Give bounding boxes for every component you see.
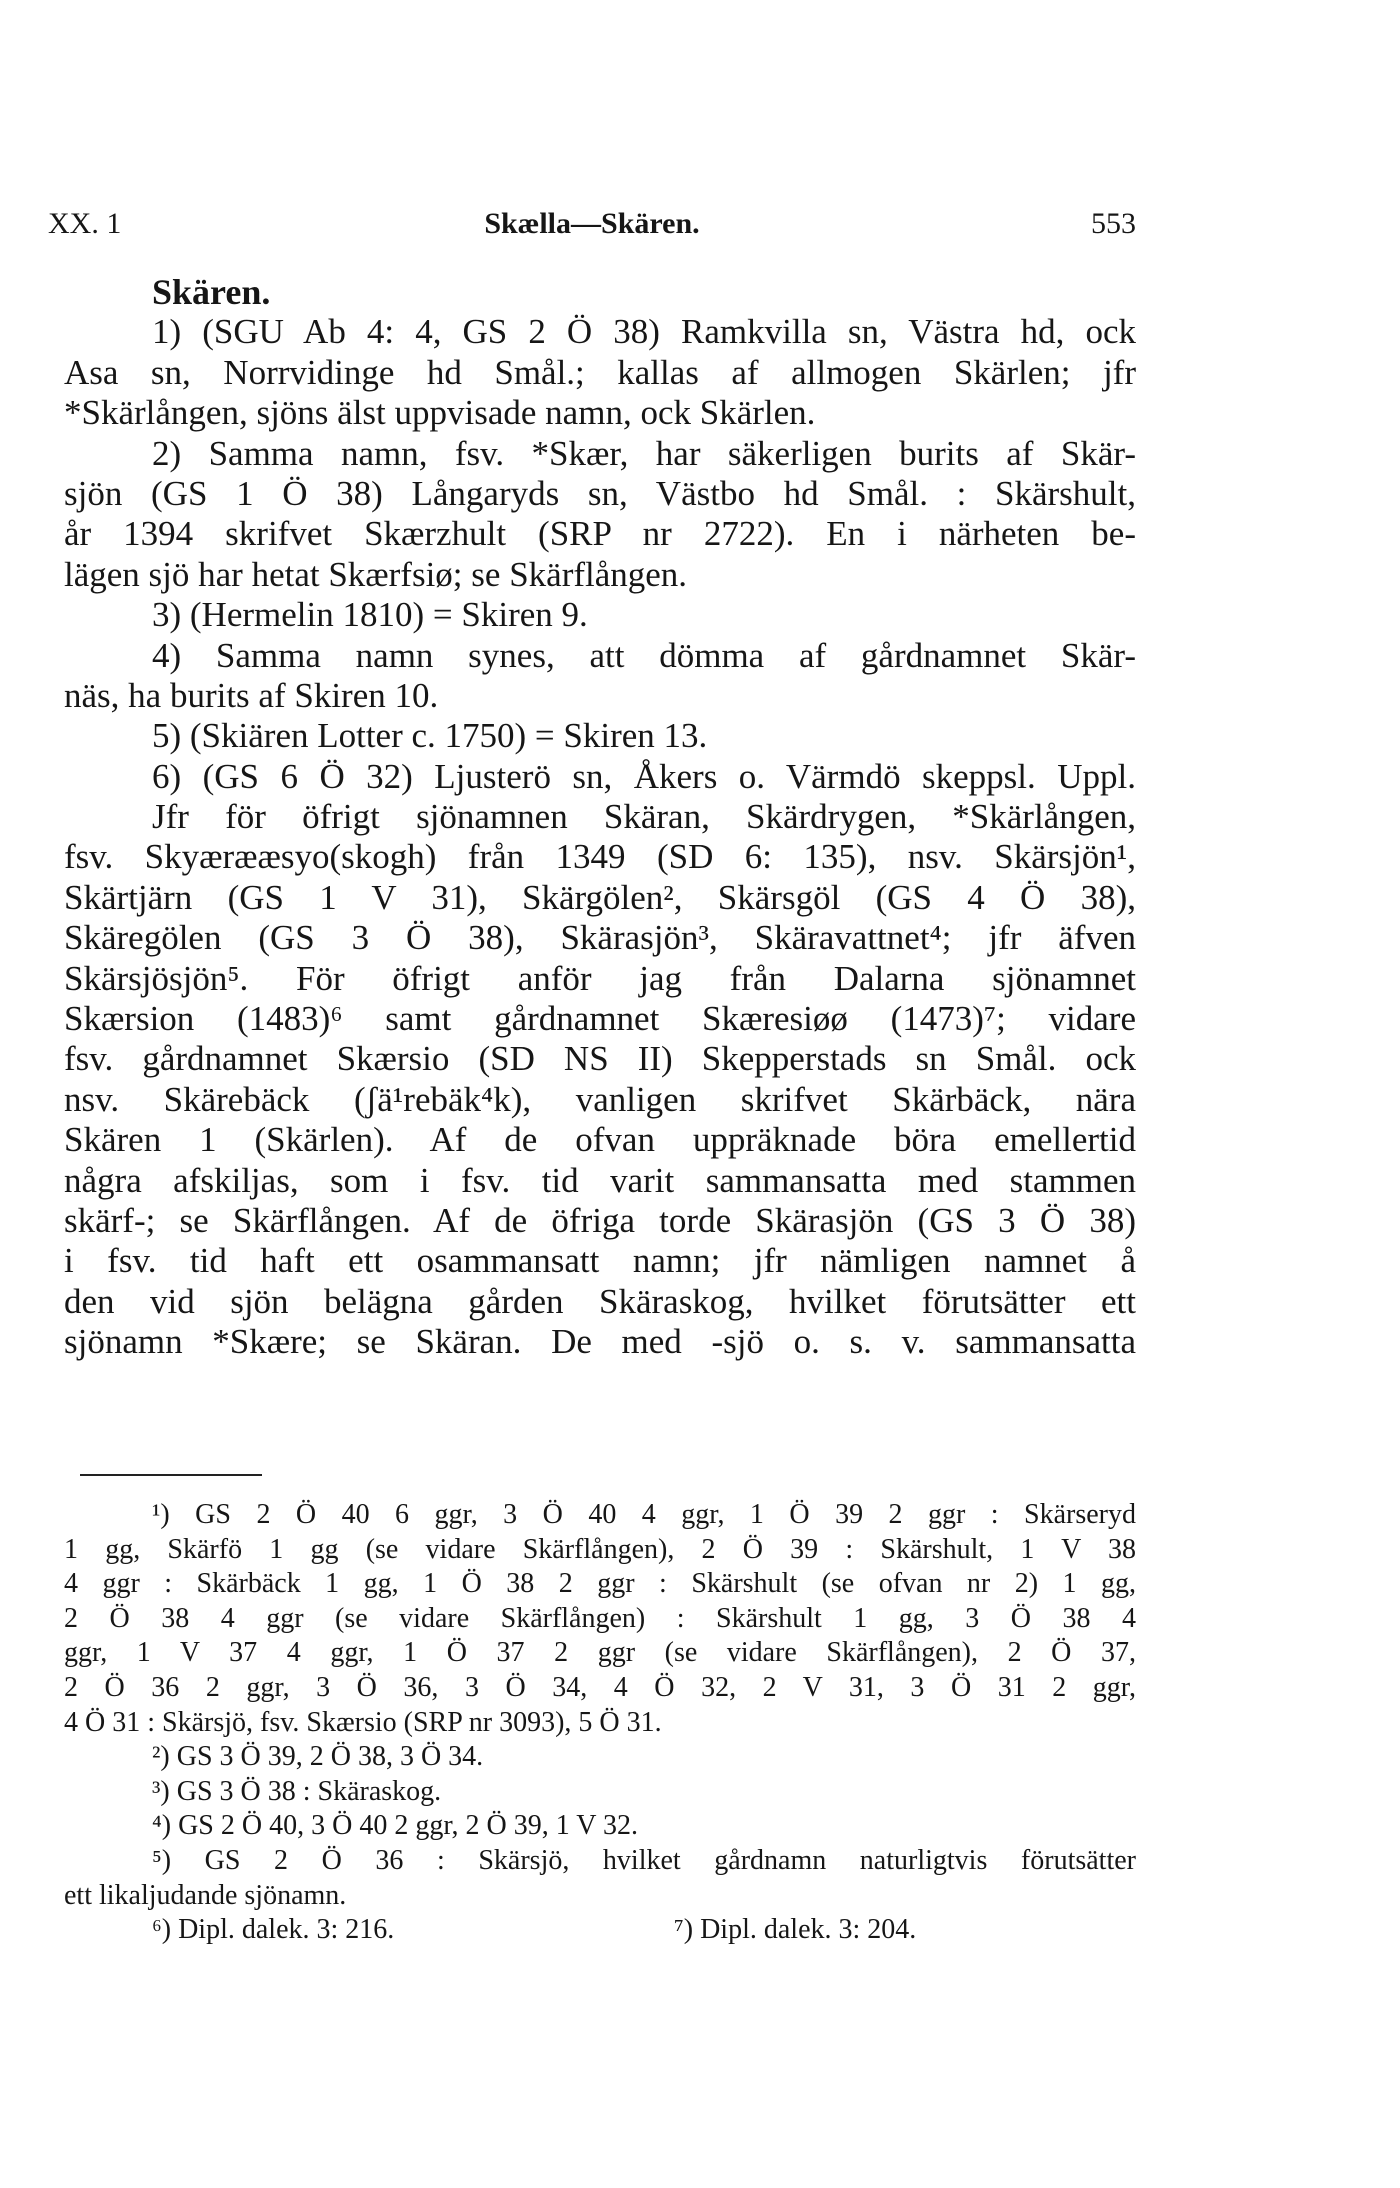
- footnote-line: ²) GS 3 Ö 39, 2 Ö 38, 3 Ö 34.: [152, 1741, 484, 1773]
- text-line: Skärsjösjön⁵. För öfrigt anför jag från Dalarna sjönamnet: [64, 958, 1136, 998]
- text-line: Skærsion (1483)⁶ samt gårdnamnet Skæresiøø (1473)⁷; vidare: [64, 999, 1136, 1039]
- text-line: Skäregölen (GS 3 Ö 38), Skärasjön³, Skäravattnet⁴; jfr äfven: [64, 918, 1136, 958]
- text-line: år 1394 skrifvet Skærzhult (SRP nr 2722). En i närheten be-: [64, 514, 1136, 554]
- text-line: 6) (GS 6 Ö 32) Ljusterö sn, Åkers o. Värmdö skeppsl. Uppl.: [152, 756, 1136, 796]
- running-title: Skælla—Skären.: [484, 207, 700, 240]
- text-line: nsv. Skärebäck (ʃä¹rebäk⁴k), vanligen skrifvet Skärbäck, nära: [64, 1079, 1136, 1119]
- footnote-line: ett likaljudande sjönamn.: [64, 1879, 347, 1911]
- footnote-line: ¹) GS 2 Ö 40 6 ggr, 3 Ö 40 4 ggr, 1 Ö 39 2 ggr : Skärseryd: [152, 1499, 1136, 1530]
- footnote-line: ⁴) GS 2 Ö 40, 3 Ö 40 2 ggr, 2 Ö 39, 1 V 32.: [152, 1810, 638, 1842]
- footnote-line: ³) GS 3 Ö 38 : Skäraskog.: [152, 1775, 442, 1807]
- text-line: 5) (Skiären Lotter c. 1750) = Skiren 13.: [152, 716, 708, 756]
- text-line: i fsv. tid haft ett osammansatt namn; jfr nämligen namnet å: [64, 1241, 1136, 1281]
- footnote-line: 4 ggr : Skärbäck 1 gg, 1 Ö 38 2 ggr : Skärshult (se ofvan nr 2) 1 gg,: [64, 1568, 1136, 1600]
- text-line: *Skärlången, sjöns älst uppvisade namn, ock Skärlen.: [64, 393, 816, 433]
- text-line: skärf-; se Skärflången. Af de öfriga torde Skärasjön (GS 3 Ö 38): [64, 1200, 1136, 1240]
- text-line: den vid sjön belägna gården Skäraskog, hvilket förutsätter ett: [64, 1281, 1136, 1321]
- footnote-divider: [80, 1474, 262, 1476]
- footnote-line-pair: [64, 1913, 1136, 1948]
- text-line: 1) (SGU Ab 4: 4, GS 2 Ö 38) Ramkvilla sn, Västra hd, ock: [152, 312, 1136, 352]
- running-header: [48, 206, 1136, 242]
- footnote-line: 2 Ö 38 4 ggr (se vidare Skärflången) : Skärshult 1 gg, 3 Ö 38 4: [64, 1602, 1136, 1634]
- text-line: fsv. gårdnamnet Skærsio (SD NS II) Skepperstads sn Smål. ock: [64, 1039, 1136, 1079]
- text-line: 2) Samma namn, fsv. *Skær, har säkerligen burits af Skär-: [152, 433, 1136, 473]
- footnote-line: 4 Ö 31 : Skärsjö, fsv. Skærsio (SRP nr 3093), 5 Ö 31.: [64, 1706, 662, 1738]
- text-line: sjönamn *Skære; se Skäran. De med -sjö o. s. v. sammansatta: [64, 1322, 1136, 1362]
- footnote-line: 1 gg, Skärfö 1 gg (se vidare Skärflången), 2 Ö 39 : Skärshult, 1 V 38: [64, 1533, 1136, 1565]
- text-line: Jfr för öfrigt sjönamnen Skäran, Skärdrygen, *Skärlången,: [152, 797, 1136, 837]
- page-number: 553: [1091, 207, 1136, 240]
- volume-number: XX. 1: [48, 207, 122, 240]
- text-line: näs, ha burits af Skiren 10.: [64, 675, 439, 715]
- text-line: sjön (GS 1 Ö 38) Långaryds sn, Västbo hd Smål. : Skärshult,: [64, 473, 1136, 513]
- text-line: Skären 1 (Skärlen). Af de ofvan uppräknade böra emellertid: [64, 1120, 1136, 1160]
- footnote-line: 2 Ö 36 2 ggr, 3 Ö 36, 3 Ö 34, 4 Ö 32, 2 V 31, 3 Ö 31 2 ggr,: [64, 1671, 1136, 1703]
- entry-body: [64, 272, 1136, 1363]
- text-line: Skärtjärn (GS 1 V 31), Skärgölen², Skärsgöl (GS 4 Ö 38),: [64, 877, 1136, 917]
- text-line: lägen sjö har hetat Skærfsiø; se Skärflången.: [64, 554, 688, 594]
- footnote-7: ⁷) Dipl. dalek. 3: 204.: [674, 1914, 917, 1946]
- text-line: 4) Samma namn synes, att dömma af gårdnamnet Skär-: [152, 635, 1136, 675]
- text-line: några afskiljas, som i fsv. tid varit sammansatta med stammen: [64, 1160, 1136, 1200]
- text-line: 3) (Hermelin 1810) = Skiren 9.: [152, 595, 588, 635]
- footnote-6: ⁶) Dipl. dalek. 3: 216.: [152, 1914, 395, 1946]
- text-line: fsv. Skyærææsyo(skogh) från 1349 (SD 6: 135), nsv. Skärsjön¹,: [64, 837, 1136, 877]
- footnote-line: ⁵) GS 2 Ö 36 : Skärsjö, hvilket gårdnamn naturligtvis förutsätter: [152, 1844, 1136, 1876]
- entry-heading: Skären.: [152, 272, 271, 312]
- footnote-line: ggr, 1 V 37 4 ggr, 1 Ö 37 2 ggr (se vidare Skärflången), 2 Ö 37,: [64, 1637, 1136, 1669]
- footnotes: [64, 1498, 1136, 1948]
- text-line: Asa sn, Norrvidinge hd Smål.; kallas af allmogen Skärlen; jfr: [64, 352, 1136, 392]
